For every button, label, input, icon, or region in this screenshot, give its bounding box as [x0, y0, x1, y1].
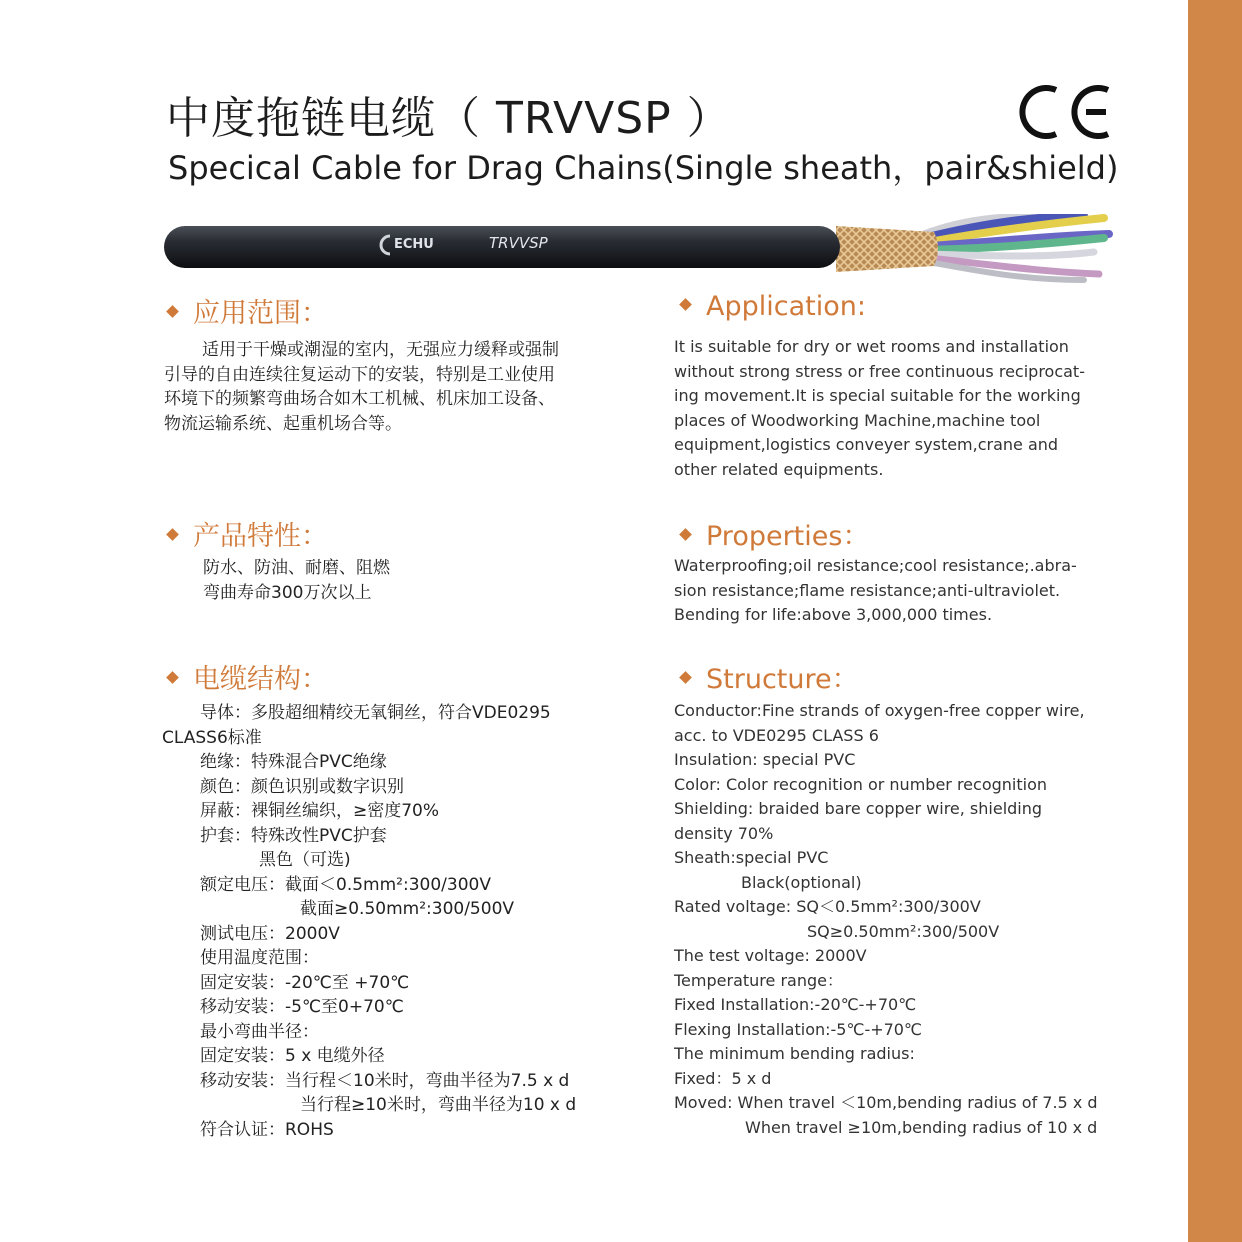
structure-text-cn: 导体：多股超细精绞无氧铜丝，符合VDE0295 CLASS6标准 绝缘：特殊混合PVC绝缘 颜色：颜色识别或数字识别 屏蔽：裸铜丝编织，≥密度70% 护套：特殊改性PVC护套 黑色（可选) 额定电压：截面＜0.5mm²:300/300V 截面≥0.50mm²:300/500V 测试电压：2000V 使用温度范围： 固定安装：-20℃至 +70℃ 移动安装：-5℃至0+70℃ 最小弯曲半径： 固定安装：5 x 电缆外径 移动安装：当行程＜10米时，弯曲半径为7.5 x d 当行程≥10米时，弯曲半径为10 x d 符合认证：ROHS	[162, 703, 577, 1140]
application-text-cn: 适用于干燥或潮湿的室内，无强应力缓释或强制 引导的自由连续往复运动下的安装，特别是工业使用 环境下的频繁弯曲场合如木工机械、机床加工设备、 物流运输系统、起重机场合等。	[164, 340, 559, 434]
cable-model-text: TRVVSP	[489, 234, 548, 252]
bullet-diamond-icon	[166, 305, 179, 318]
title-english: Specical Cable for Drag Chains(Single sheath，pair&shield)	[168, 149, 1119, 187]
structure-heading-en: Structure：	[681, 657, 859, 696]
application-text-en: It is suitable for dry or wet rooms and installation without strong stress or free continuous reciprocat- ing movement.It is special suitable for the working places of Woodworking Machine,machine tool equipment,logistics conveyer system,crane and other related equipments.	[674, 337, 1085, 479]
cable-logo-text: ECHU	[394, 237, 434, 252]
properties-heading-cn: 产品特性：	[168, 514, 328, 553]
structure-text-en: Conductor:Fine strands of oxygen-free copper wire, acc. to VDE0295 CLASS 6 Insulation: special PVC Color: Color recognition or number recognition Shielding: braided bare copper wire, shielding density 70% Sheath:special PVC Black(optional) Rated voltage: SQ＜0.5mm²:300/300V SQ≥0.50mm²:300/500V The test voltage: 2000V Temperature range： Fixed Installation:-20℃-+70℃ Flexing Installation:-5℃-+70℃ The minimum bending radius: Fixed：5 x d Moved: When travel ＜10m,bending radius of 7.5 x d When travel ≥10m,bending radius of 10 x d	[674, 701, 1098, 1137]
side-accent-bar	[1188, 0, 1242, 1242]
cable-shield-braid	[836, 226, 938, 272]
bullet-diamond-icon	[679, 298, 692, 311]
properties-text-en: Waterproofing;oil resistance;cool resistance;.abra- sion resistance;flame resistance;anti-ultraviolet. Bending for life:above 3,000,000 times.	[674, 556, 1077, 624]
bullet-diamond-icon	[166, 528, 179, 541]
title-chinese: 中度拖链电缆（ TRVVSP ）	[166, 93, 732, 144]
bullet-diamond-icon	[679, 671, 692, 684]
cable-illustration	[164, 214, 1124, 286]
properties-heading-en: Properties：	[681, 514, 869, 553]
properties-text-cn: 防水、防油、耐磨、阻燃 弯曲寿命300万次以上	[203, 558, 390, 603]
structure-heading-cn: 电缆结构：	[168, 657, 328, 696]
application-heading-cn: 应用范围：	[168, 291, 328, 330]
cable-wires	[924, 216, 1109, 280]
bullet-diamond-icon	[679, 528, 692, 541]
bullet-diamond-icon	[166, 671, 179, 684]
ce-mark-icon	[1012, 82, 1112, 142]
application-heading-en: Application:	[681, 291, 866, 322]
